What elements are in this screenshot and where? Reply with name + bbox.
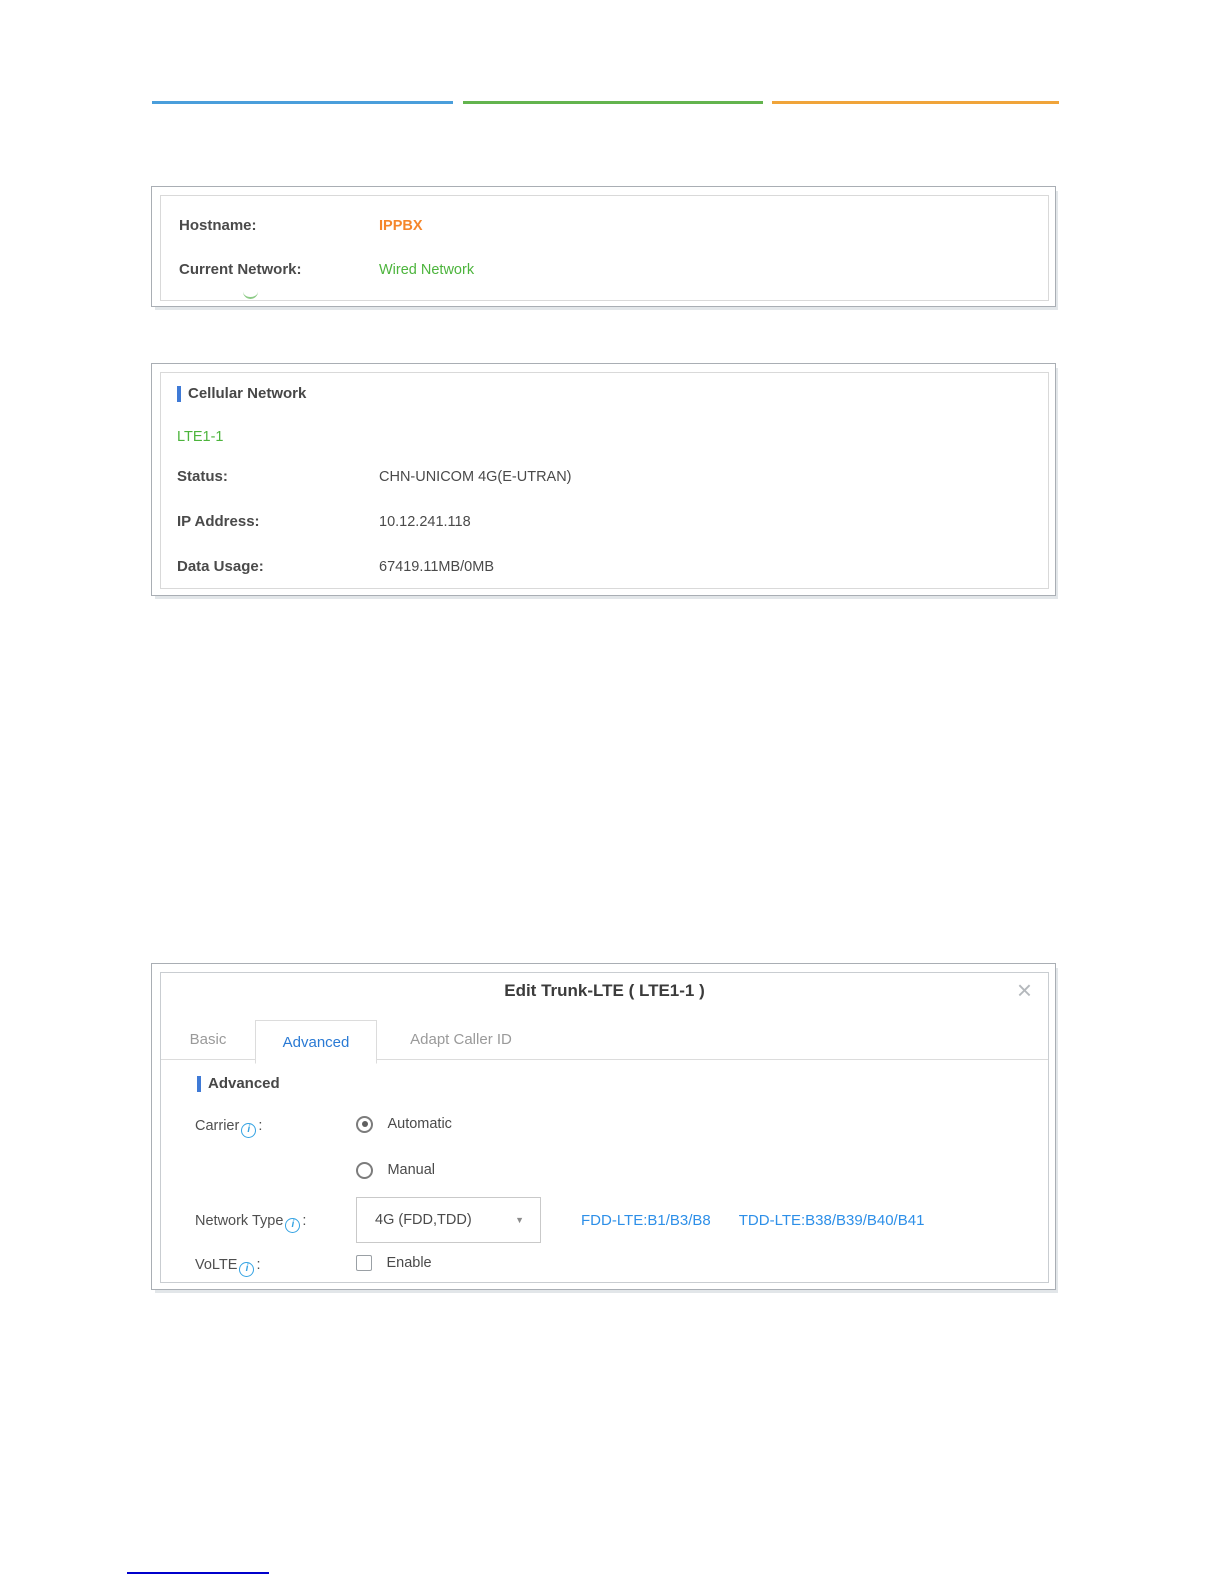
- data-usage-label: Data Usage:: [177, 558, 264, 575]
- tdd-band-link: TDD-LTE:B38/B39/B40/B41: [738, 1211, 925, 1229]
- carrier-label: [195, 1116, 262, 1136]
- cellular-network-panel: [160, 372, 1049, 589]
- carrier-option-automatic[interactable]: [356, 1114, 452, 1134]
- volte-enable-row[interactable]: [356, 1253, 432, 1273]
- network-type-label: [195, 1211, 306, 1231]
- status-value: CHN-UNICOM 4G(E-UTRAN): [379, 469, 572, 485]
- hostname-row: [161, 216, 1048, 236]
- chevron-down-icon: ▼: [515, 1215, 524, 1225]
- enable-checkbox-label: Enable: [386, 1255, 432, 1271]
- current-network-row: [161, 260, 1048, 280]
- trunk-name: LTE1-1: [177, 429, 224, 445]
- edit-trunk-dialog-screenshot: [151, 963, 1056, 1290]
- data-usage-row: [161, 557, 1048, 577]
- ip-address-value: 10.12.241.118: [379, 514, 471, 530]
- carrier-colon: :: [258, 1118, 263, 1134]
- info-icon[interactable]: i: [241, 1123, 256, 1138]
- status-label: Status:: [177, 468, 228, 485]
- info-icon[interactable]: i: [285, 1218, 300, 1233]
- advanced-section-title: Advanced: [208, 1075, 280, 1092]
- cellular-network-screenshot: [151, 363, 1056, 596]
- dialog-tabbar: [161, 1013, 1048, 1060]
- tab-underline-blue: [152, 101, 453, 104]
- dialog-title: Edit Trunk-LTE ( LTE1-1 ): [504, 981, 705, 1000]
- status-row: [161, 467, 1048, 487]
- volte-colon: :: [256, 1257, 261, 1273]
- ip-address-row: [161, 512, 1048, 532]
- current-network-value: Wired Network: [379, 262, 475, 278]
- fdd-band-link: FDD-LTE:B1/B3/B8: [581, 1211, 711, 1229]
- current-network-label: Current Network:: [179, 261, 302, 278]
- trunk-name-row: [161, 427, 1048, 447]
- footer-link-underline[interactable]: [127, 1572, 269, 1574]
- carrier-label-text: Carrier: [195, 1118, 240, 1134]
- hostname-value: IPPBX: [379, 218, 423, 234]
- network-type-label-text: Network Type: [195, 1213, 284, 1229]
- tab-underline-green: [463, 101, 763, 104]
- radio-automatic[interactable]: [356, 1116, 373, 1133]
- section-accent-bar: [177, 386, 181, 402]
- cropped-chevron-icon: [243, 290, 258, 299]
- enable-checkbox[interactable]: [356, 1255, 372, 1271]
- system-info-panel: [160, 195, 1049, 301]
- close-icon[interactable]: ×: [1016, 975, 1032, 1005]
- tab-basic[interactable]: Basic: [189, 1030, 227, 1048]
- network-type-select[interactable]: [356, 1197, 541, 1243]
- cellular-section-title: Cellular Network: [188, 385, 307, 402]
- volte-label: [195, 1255, 260, 1275]
- data-usage-value: 67419.11MB/0MB: [379, 559, 494, 575]
- carrier-option-manual[interactable]: [356, 1160, 435, 1180]
- tab-advanced[interactable]: Advanced: [255, 1020, 377, 1064]
- network-type-colon: :: [302, 1213, 307, 1229]
- radio-manual[interactable]: [356, 1162, 373, 1179]
- system-info-screenshot: [151, 186, 1056, 307]
- volte-label-text: VoLTE: [195, 1257, 238, 1273]
- section-accent-bar: [197, 1076, 201, 1092]
- edit-trunk-dialog: [160, 972, 1049, 1283]
- band-info: [581, 1197, 924, 1243]
- radio-selected-dot: [362, 1121, 368, 1127]
- info-icon[interactable]: i: [239, 1262, 254, 1277]
- ip-address-label: IP Address:: [177, 513, 260, 530]
- tab-adapt-caller-id[interactable]: Adapt Caller ID: [410, 1030, 512, 1048]
- automatic-option-label: Automatic: [387, 1116, 452, 1132]
- tab-underline-orange: [772, 101, 1059, 104]
- hostname-label: Hostname:: [179, 217, 257, 234]
- network-type-selected-value: 4G (FDD,TDD): [375, 1212, 472, 1228]
- manual-option-label: Manual: [387, 1162, 436, 1178]
